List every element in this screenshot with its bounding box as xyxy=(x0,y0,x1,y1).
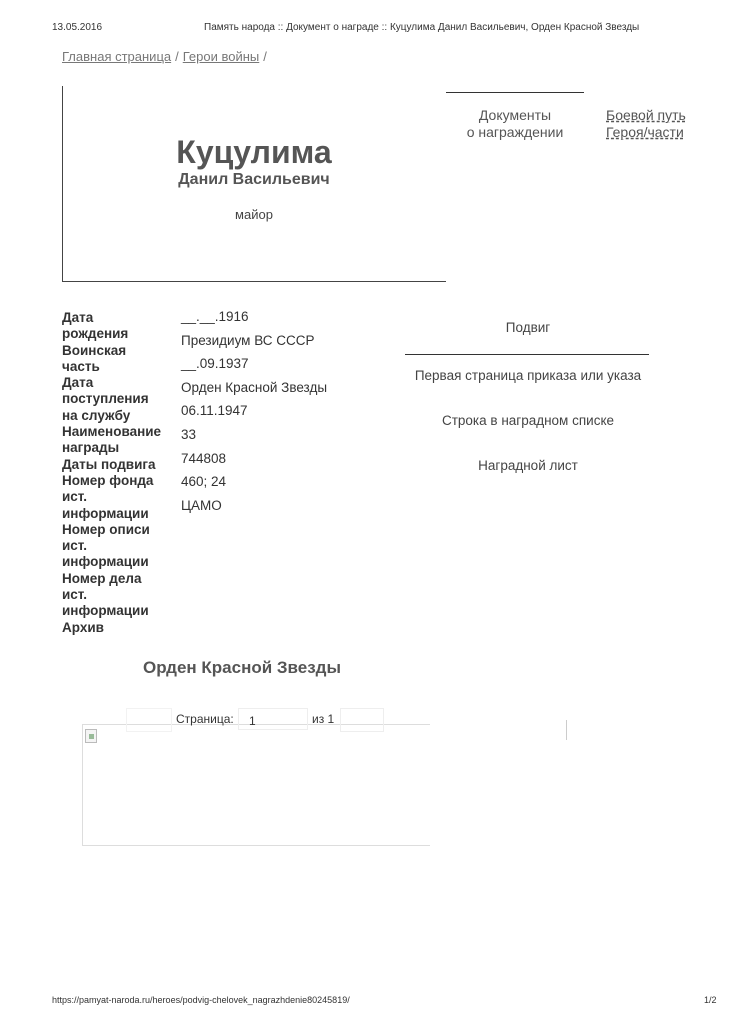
hero-card-border-bottom xyxy=(62,281,446,282)
print-page-title: Память народа :: Документ о награде :: Куцулима Данил Васильевич, Орден Красной Звезды xyxy=(204,22,640,33)
detail-value-inventory-number: 744808 xyxy=(181,450,227,466)
detail-value-birth-date: __.__.1916 xyxy=(181,309,249,324)
detail-label: Номер фонда xyxy=(62,472,154,488)
tab-battle-path-label-line1: Боевой путь xyxy=(606,107,686,123)
tab-award-documents[interactable] xyxy=(452,107,578,141)
link-award-sheet[interactable]: Наградной лист xyxy=(478,458,578,473)
detail-label: информации xyxy=(62,505,149,521)
detail-value-award-name: Орден Красной Звезды xyxy=(181,379,328,395)
detail-value-case-number: 460; 24 xyxy=(181,474,227,490)
tab-indicator xyxy=(446,92,584,93)
breadcrumb-separator: / xyxy=(175,49,179,64)
detail-label: Даты подвига xyxy=(62,456,156,472)
detail-label: ист. xyxy=(62,587,87,603)
hero-rank: майор xyxy=(235,207,273,222)
detail-label: ист. xyxy=(62,538,87,554)
detail-label: поступления xyxy=(62,391,149,407)
print-footer-url: https://pamyat-naroda.ru/heroes/podvig-chelovek_nagrazhdenie80245819/ xyxy=(52,995,350,1005)
details-values xyxy=(181,309,391,521)
detail-value-fund-number: 33 xyxy=(181,426,197,442)
detail-label: информации xyxy=(62,554,149,570)
detail-label: награды xyxy=(62,440,120,456)
link-order-first-page[interactable]: Первая страница приказа или указа xyxy=(414,368,642,383)
document-viewer xyxy=(82,724,430,846)
breadcrumb-heroes-link[interactable]: Герои войны xyxy=(182,49,260,64)
print-footer-page-number: 1/2 xyxy=(704,995,717,1005)
hero-surname: Куцулима xyxy=(176,134,332,170)
divider xyxy=(566,720,567,740)
feat-title: Подвиг xyxy=(505,320,551,335)
document-viewer-title: Орден Красной Звезды xyxy=(142,658,341,677)
pager-page-label: Страница: xyxy=(176,712,234,726)
link-award-list-line[interactable]: Строка в наградном списке xyxy=(441,413,615,428)
detail-label: на службу xyxy=(62,407,131,423)
detail-label: рождения xyxy=(62,326,129,342)
detail-value-military-unit: Президиум ВС СССР xyxy=(181,332,315,348)
detail-label: Номер дела xyxy=(62,570,142,586)
pager-next-button[interactable] xyxy=(340,708,384,732)
detail-label: ист. xyxy=(62,489,87,505)
print-date: 13.05.2016 xyxy=(52,22,103,33)
tab-battle-path-label-line2: Героя/части xyxy=(606,124,684,140)
detail-label: информации xyxy=(62,603,149,619)
detail-label: Наименование xyxy=(62,424,162,440)
tab-award-documents-label-line1: Документы xyxy=(478,107,552,123)
pager-total-label: из 1 xyxy=(312,712,335,726)
detail-value-feat-date: 06.11.1947 xyxy=(181,403,248,419)
detail-label: часть xyxy=(62,358,100,374)
detail-label: Дата xyxy=(62,375,94,391)
breadcrumb-home-link[interactable]: Главная страница xyxy=(62,49,172,64)
tab-award-documents-label-line2: о награждении xyxy=(466,124,564,140)
pager-prev-button[interactable] xyxy=(126,708,172,732)
detail-label: Воинская xyxy=(62,342,127,358)
detail-value-archive: ЦАМО xyxy=(181,497,222,513)
document-pager xyxy=(82,706,430,734)
breadcrumb xyxy=(62,49,271,64)
pager-page-input[interactable]: 1 xyxy=(238,708,308,730)
breadcrumb-separator: / xyxy=(263,49,267,64)
feat-divider xyxy=(405,354,649,355)
detail-label: Номер описи xyxy=(62,521,150,537)
tab-battle-path[interactable] xyxy=(606,107,696,141)
detail-label: Архив xyxy=(62,619,104,635)
detail-label: Дата xyxy=(62,310,94,325)
hero-given-names: Данил Васильевич xyxy=(178,171,330,188)
detail-value-service-start: __.09.1937 xyxy=(181,356,249,372)
details-labels xyxy=(62,310,178,636)
